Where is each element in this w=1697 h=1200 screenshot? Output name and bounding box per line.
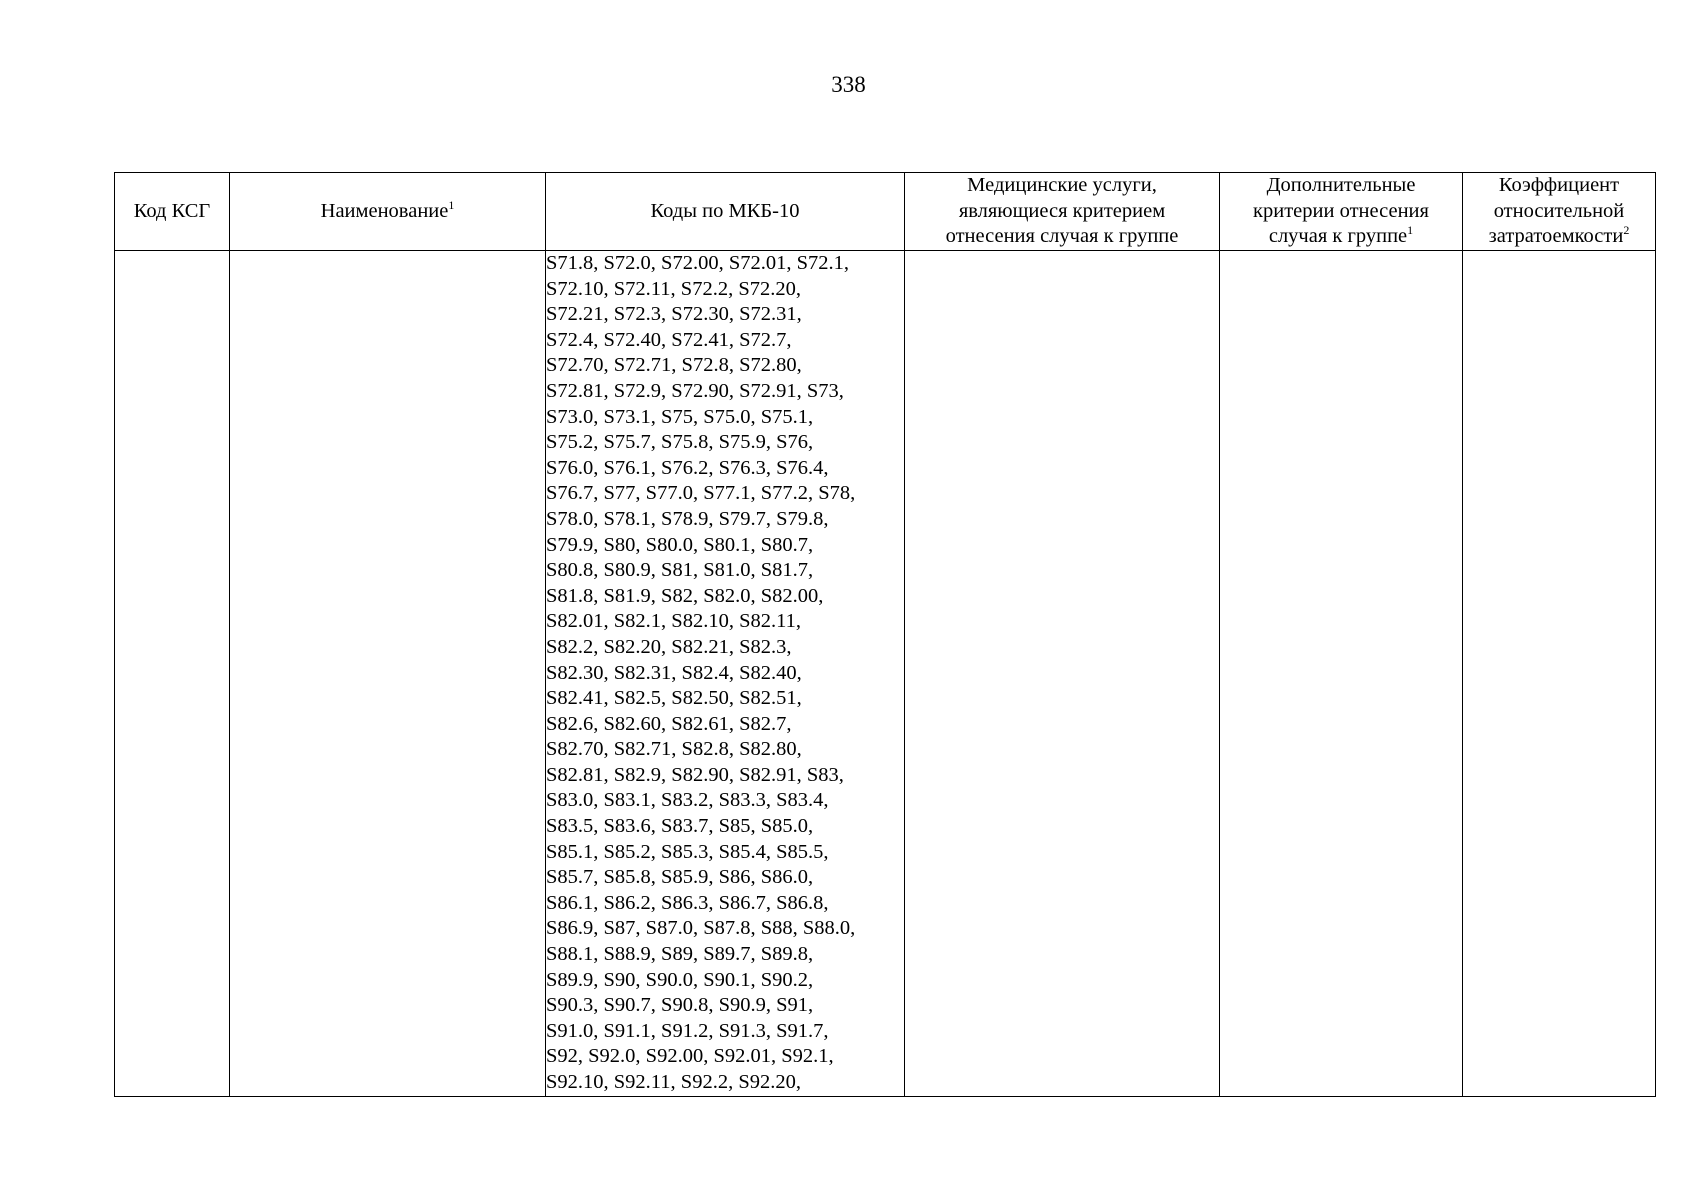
header-name: Наименование$^1$ bbox=[230, 173, 546, 251]
footnote-mark: 1 bbox=[1407, 223, 1414, 238]
icd-code-line: S73.0, S73.1, S75, S75.0, S75.1, bbox=[546, 405, 814, 428]
header-icd-codes: Коды по МКБ-10 bbox=[546, 173, 905, 251]
icd-code-line: S81.8, S81.9, S82, S82.0, S82.00, bbox=[546, 584, 824, 607]
header-code: Код КСГ bbox=[115, 173, 230, 251]
icd-code-list bbox=[546, 251, 904, 1096]
cell-additional-criteria bbox=[1220, 251, 1463, 1097]
icd-code-line: S82.6, S82.60, S82.61, S82.7, bbox=[546, 712, 792, 735]
icd-code-line: S91.0, S91.1, S91.2, S91.3, S91.7, bbox=[546, 1019, 829, 1042]
icd-code-line: S83.0, S83.1, S83.2, S83.3, S83.4, bbox=[546, 789, 829, 812]
icd-code-line: S89.9, S90, S90.0, S90.1, S90.2, bbox=[546, 968, 814, 991]
icd-code-line: S90.3, S90.7, S90.8, S90.9, S91, bbox=[546, 994, 814, 1017]
icd-code-line: S82.30, S82.31, S82.4, S82.40, bbox=[546, 661, 802, 684]
page-number: 338 bbox=[831, 72, 866, 97]
footnote-mark: 2 bbox=[1623, 223, 1630, 238]
icd-code-line: S86.9, S87, S87.0, S87.8, S88, S88.0, bbox=[546, 917, 856, 940]
icd-code-line: S88.1, S88.9, S89, S89.7, S89.8, bbox=[546, 943, 814, 966]
icd-code-line: S82.70, S82.71, S82.8, S82.80, bbox=[546, 738, 802, 761]
icd-code-line: S92, S92.0, S92.00, S92.01, S92.1, bbox=[546, 1045, 834, 1068]
cell-medical-services bbox=[905, 251, 1220, 1097]
icd-code-line: S72.70, S72.71, S72.8, S72.80, bbox=[546, 354, 802, 377]
cell-name bbox=[230, 251, 546, 1097]
table-header-row bbox=[115, 173, 1656, 251]
header-additional-criteria: Дополнительные критерии отнесения случая к группе$^1$ bbox=[1220, 173, 1463, 251]
footnote-mark: 1 bbox=[448, 197, 455, 212]
icd-code-line: S85.7, S85.8, S85.9, S86, S86.0, bbox=[546, 866, 814, 889]
cell-code bbox=[115, 251, 230, 1097]
icd-code-line: S72.4, S72.40, S72.41, S72.7, bbox=[546, 328, 792, 351]
icd-code-line: S79.9, S80, S80.0, S80.1, S80.7, bbox=[546, 533, 814, 556]
icd-code-line: S72.10, S72.11, S72.2, S72.20, bbox=[546, 277, 801, 300]
icd-code-line: S78.0, S78.1, S78.9, S79.7, S79.8, bbox=[546, 507, 829, 530]
header-cost-coefficient: Коэффициент относительной затратоемкости$^2$ bbox=[1463, 173, 1656, 251]
header-medical-services: Медицинские услуги, являющиеся критерием отнесения случая к группе bbox=[905, 173, 1220, 251]
table-row bbox=[115, 251, 1656, 1097]
ksg-table bbox=[114, 172, 1656, 1097]
icd-code-line: S83.5, S83.6, S83.7, S85, S85.0, bbox=[546, 815, 814, 838]
cell-icd-codes bbox=[546, 251, 905, 1097]
icd-code-line: S72.21, S72.3, S72.30, S72.31, bbox=[546, 303, 802, 326]
icd-code-line: S86.1, S86.2, S86.3, S86.7, S86.8, bbox=[546, 891, 829, 914]
icd-code-line: S82.01, S82.1, S82.10, S82.11, bbox=[546, 610, 801, 633]
icd-code-line: S82.41, S82.5, S82.50, S82.51, bbox=[546, 687, 802, 710]
cell-cost-coefficient bbox=[1463, 251, 1656, 1097]
icd-code-line: S71.8, S72.0, S72.00, S72.01, S72.1, bbox=[546, 252, 850, 274]
icd-code-line: S80.8, S80.9, S81, S81.0, S81.7, bbox=[546, 559, 814, 582]
icd-code-line: S82.81, S82.9, S82.90, S82.91, S83, bbox=[546, 763, 844, 786]
icd-code-line: S82.2, S82.20, S82.21, S82.3, bbox=[546, 635, 792, 658]
icd-code-line: S92.10, S92.11, S92.2, S92.20, bbox=[546, 1071, 801, 1093]
icd-code-line: S85.1, S85.2, S85.3, S85.4, S85.5, bbox=[546, 840, 829, 863]
icd-code-line: S75.2, S75.7, S75.8, S75.9, S76, bbox=[546, 431, 814, 454]
icd-code-line: S72.81, S72.9, S72.90, S72.91, S73, bbox=[546, 379, 844, 402]
icd-code-line: S76.0, S76.1, S76.2, S76.3, S76.4, bbox=[546, 456, 829, 479]
icd-code-line: S76.7, S77, S77.0, S77.1, S77.2, S78, bbox=[546, 482, 856, 505]
